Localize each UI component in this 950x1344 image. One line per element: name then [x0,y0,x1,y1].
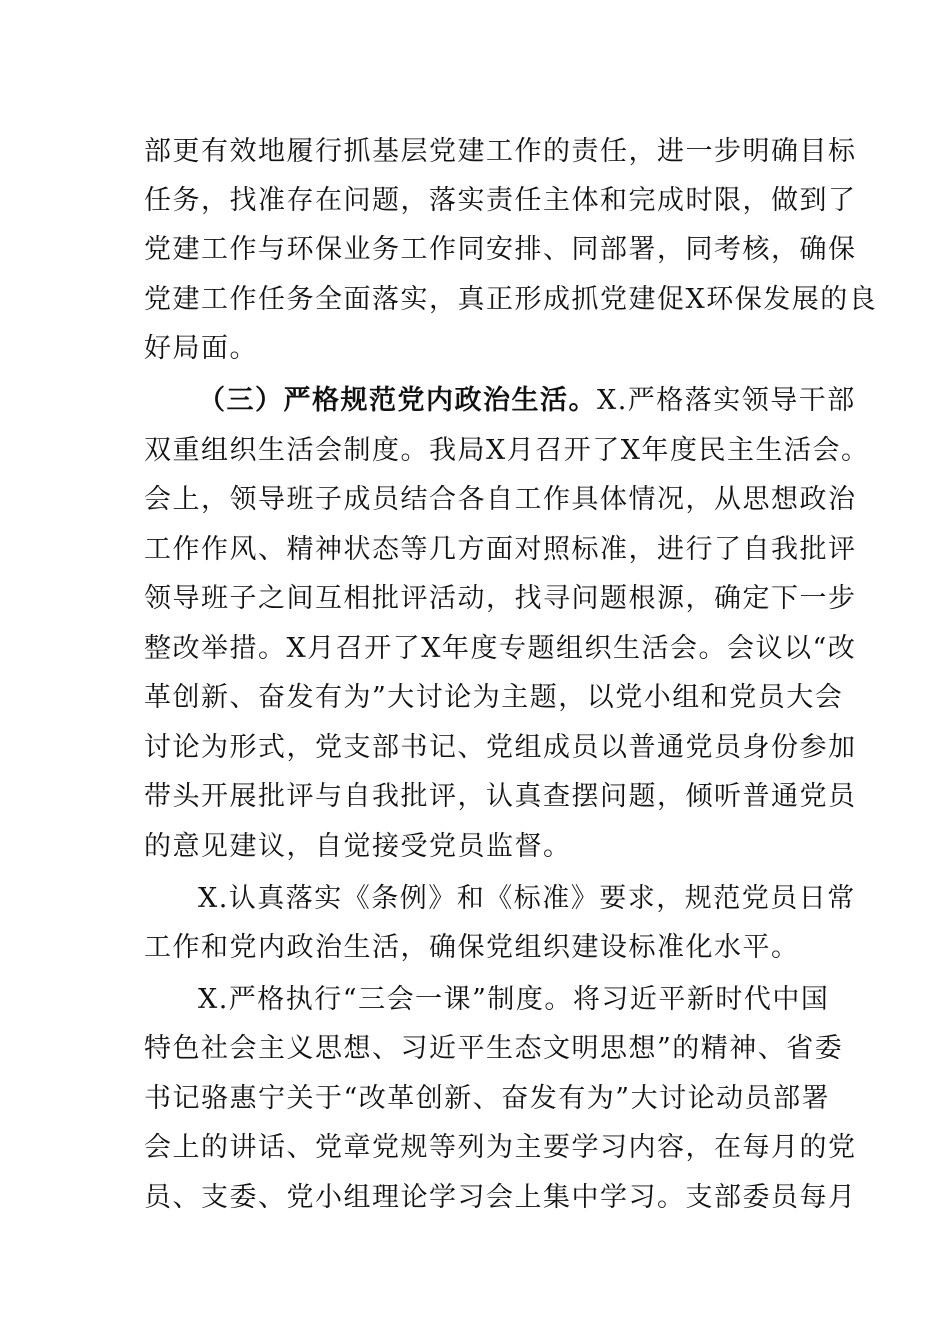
text-line: 工作和党内政治生活，确保党组织建设标准化水平。 [144,932,800,963]
text-line: 领导班子之间互相批评活动，找寻问题根源，确定下一步 [144,583,857,614]
text-line: 员、支委、党小组理论学习会上集中学习。支部委员每月 [144,1182,857,1213]
section-heading: （三）严格规范党内政治生活。 [198,385,597,416]
text-line: 革创新、奋发有为”大讨论为主题，以党小组和党员大会 [144,682,844,713]
text-line: 工作作风、精神状态等几方面对照标准，进行了自我批评 [144,534,857,565]
text-line: 部更有效地履行抓基层党建工作的责任，进一步明确目标 [144,136,857,167]
text-line: 讨论为形式，党支部书记、党组成员以普通党员身份参加 [144,732,857,763]
text-line: 特色社会主义思想、习近平生态文明思想”的精神、省委 [144,1033,844,1064]
section-heading-line [198,381,856,421]
text-line: 会上，领导班子成员结合各自工作具体情况，从思想政治 [144,484,857,515]
text-line: 党建工作任务全面落实，真正形成抓党建促X环保发展的良 [144,284,878,315]
paragraph-first-line: X.严格执行“三会一课”制度。将习近平新时代中国 [198,984,830,1015]
text-line: 双重组织生活会制度。我局X月召开了X年度民主生活会。 [144,435,870,466]
text-line: 会上的讲话、党章党规等列为主要学习内容，在每月的党 [144,1132,857,1163]
text-line: 党建工作与环保业务工作同安排、同部署，同考核，确保 [144,234,857,265]
text-line: 整改举措。X月召开了X年度专题组织生活会。会议以“改 [144,633,857,664]
text-line: 好局面。 [144,333,258,364]
section-heading-continuation: X.严格落实领导干部 [597,385,856,416]
text-line: 的意见建议，自觉接受党员监督。 [144,831,572,862]
text-line: 任务，找准存在问题，落实责任主体和完成时限，做到了 [144,185,857,216]
paragraph-first-line: X.认真落实《条例》和《标准》要求，规范党员日常 [198,883,856,914]
text-line: 带头开展批评与自我批评，认真查摆问题，倾听普通党员 [144,781,857,812]
text-line: 书记骆惠宁关于“改革创新、奋发有为”大讨论动员部署 [144,1083,831,1114]
